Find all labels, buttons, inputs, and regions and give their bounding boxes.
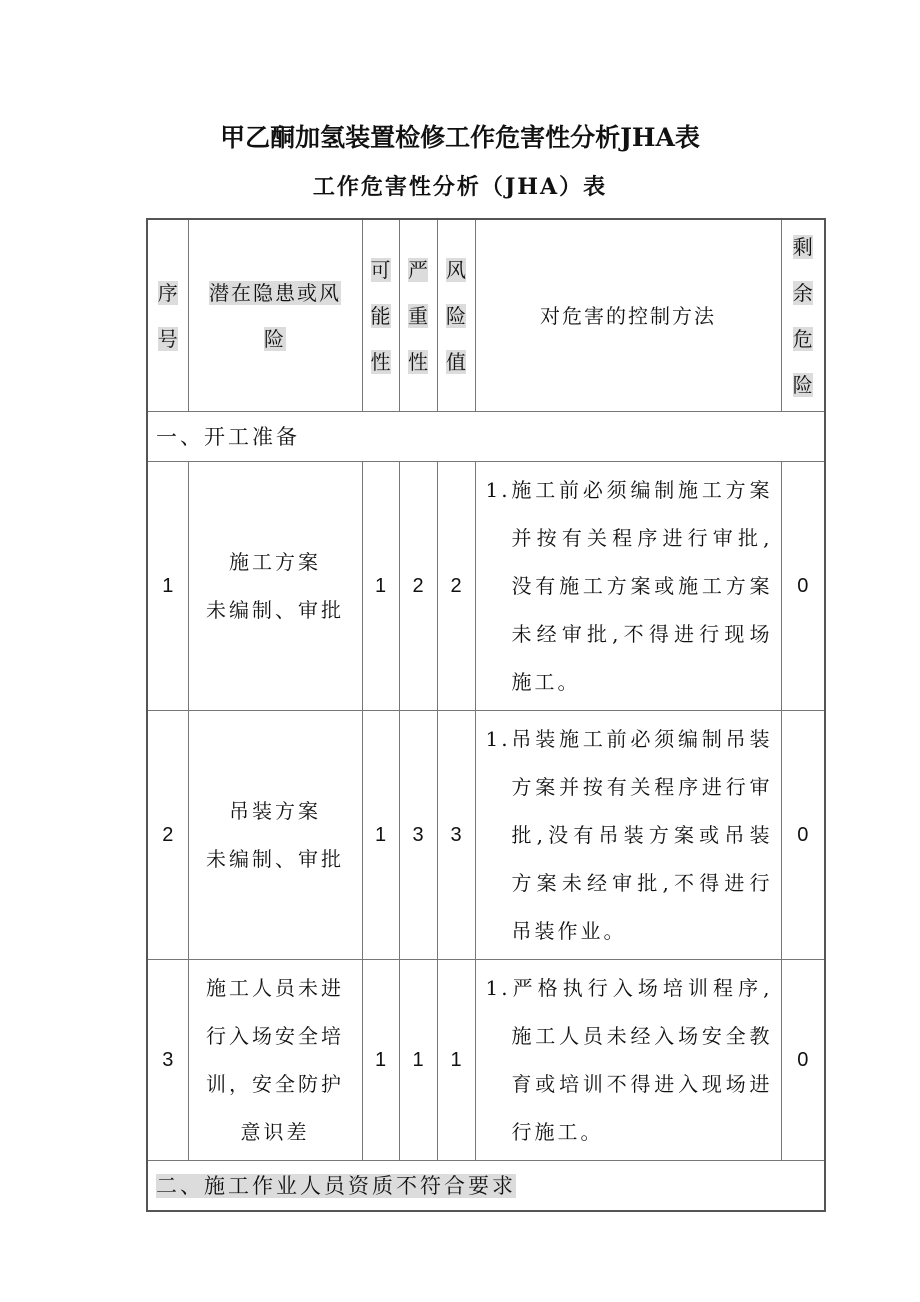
header-text: 值 [446, 349, 466, 374]
header-control: 对危害的控制方法 [475, 219, 781, 412]
hazard-line: 施工人员未进行入场安全培训，安全防护意识差 [206, 976, 344, 1144]
row-control [475, 711, 781, 960]
table-subtitle: 工作危害性分析（JHA）表 [312, 174, 608, 200]
header-text: 能 [370, 303, 391, 328]
header-no [147, 219, 188, 412]
header-text: 重 [408, 303, 428, 328]
header-text: 序 [157, 280, 178, 305]
row-likelihood: 1 [362, 462, 399, 711]
document-title: 甲乙酮加氢装置检修工作危害性分析JHA表 [220, 123, 700, 152]
row-likelihood: 1 [362, 711, 399, 960]
header-text: 剩 [792, 234, 813, 259]
header-text: 险 [792, 372, 813, 397]
row-hazard [188, 711, 362, 960]
row-no: 3 [147, 960, 188, 1161]
header-text: 潜在隐患或风 [209, 280, 341, 305]
hazard-line: 未编制、审批 [206, 598, 344, 622]
header-severity [399, 219, 437, 412]
control-text: 1.吊装施工前必须编制吊装方案并按有关程序进行审批,没有吊装方案或吊装方案未经审批,不得进行吊装作业。 [485, 727, 773, 943]
table-row [147, 711, 825, 960]
row-risk: 2 [437, 462, 475, 711]
section-title-text: 一、开工准备 [156, 424, 300, 449]
row-risk: 3 [437, 711, 475, 960]
header-hazard [188, 219, 362, 412]
header-text: 余 [792, 280, 813, 305]
section-title-text: 二、施工作业人员资质不符合要求 [156, 1173, 516, 1198]
table-row [147, 462, 825, 711]
header-text: 性 [408, 349, 428, 374]
header-risk [437, 219, 475, 412]
row-hazard [188, 462, 362, 711]
header-likelihood [362, 219, 399, 412]
row-residual: 0 [781, 711, 825, 960]
row-likelihood: 1 [362, 960, 399, 1161]
row-hazard [188, 960, 362, 1161]
header-residual [781, 219, 825, 412]
row-severity: 2 [399, 462, 437, 711]
row-risk: 1 [437, 960, 475, 1161]
control-text: 1.施工前必须编制施工方案并按有关程序进行审批,没有施工方案或施工方案未经审批,不得进行现场施工。 [485, 478, 773, 694]
row-severity: 3 [399, 711, 437, 960]
header-text: 可 [370, 257, 391, 282]
row-control [475, 462, 781, 711]
header-text: 风 [446, 257, 466, 282]
header-row [147, 219, 825, 412]
hazard-line: 未编制、审批 [206, 847, 344, 871]
hazard-line: 施工方案 [229, 550, 321, 574]
header-text: 号 [157, 326, 178, 351]
section-title [147, 412, 825, 462]
row-residual: 0 [781, 462, 825, 711]
row-no: 2 [147, 711, 188, 960]
control-text: 1.严格执行入场培训程序,施工人员未经入场安全教育或培训不得进入现场进行施工。 [485, 976, 773, 1144]
table-row [147, 960, 825, 1161]
header-text: 险 [264, 326, 286, 351]
jha-table [146, 218, 826, 1212]
section-title [147, 1161, 825, 1212]
row-residual: 0 [781, 960, 825, 1161]
row-severity: 1 [399, 960, 437, 1161]
section-row [147, 412, 825, 462]
header-text: 严 [408, 257, 428, 282]
hazard-line: 吊装方案 [229, 799, 321, 823]
row-no: 1 [147, 462, 188, 711]
header-text: 性 [370, 349, 391, 374]
header-text: 险 [446, 303, 466, 328]
row-control [475, 960, 781, 1161]
section-row [147, 1161, 825, 1212]
header-text: 危 [792, 326, 813, 351]
